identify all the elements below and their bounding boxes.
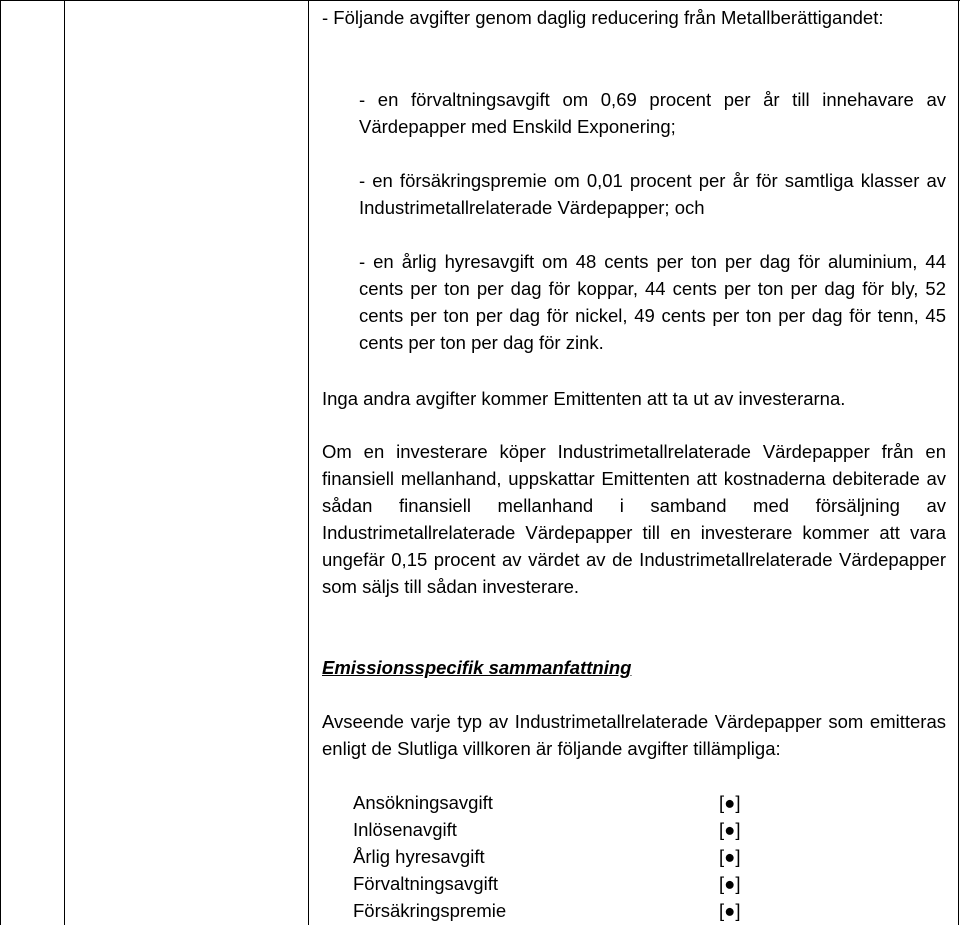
issue-paragraph: Avseende varje typ av Industrimetallrelaterade Värdepapper som emitteras enligt de Slutliga villkoren är följande avgifter tillämpliga: [322,711,946,759]
bullet-insurance-premium: - en försäkringspremie om 0,01 procent per år för samtliga klasser av Industrimetallrelaterade Värdepapper; och [359,170,946,218]
fee-value: [●] [719,792,741,813]
fee-row [353,870,773,897]
fee-row [353,816,773,843]
no-other-fees-text: Inga andra avgifter kommer Emittenten att ta ut av investerarna. [322,388,846,409]
fee-name: Ansökningsavgift [353,792,493,813]
fee-name: Inlösenavgift [353,819,457,840]
section-heading: Emissionsspecifik sammanfattning [322,657,632,678]
table-top-border [0,0,960,1]
fee-name: Förvaltningsavgift [353,873,498,894]
table-column-divider-2 [308,0,309,925]
fee-name: Årlig hyresavgift [353,846,485,867]
fee-row [353,897,773,924]
table-border-left [0,0,1,925]
fee-row [353,789,773,816]
bullet-rental-fee: - en årlig hyresavgift om 48 cents per ton per dag för aluminium, 44 cents per ton per dag för koppar, 44 cents per ton per dag för bly, 52 cents per ton per dag för nickel, 49 cents per ton per dag för tenn, 45 cents per ton per dag för zink. [359,251,946,353]
table-column-divider-1 [64,0,65,925]
fee-value: [●] [719,900,741,921]
intermediary-paragraph: Om en investerare köper Industrimetallrelaterade Värdepapper från en finansiell mellanhand, uppskattar Emittenten att kostnaderna debiterade av sådan finansiell mellanhand i samband med försäljning av Industrimetallrelaterade Värdepapper till en investerare kommer att vara ungefär 0,15 procent av värdet av de Industrimetallrelaterade Värdepapper som säljs till sådan investerare. [322,441,946,597]
table-border-right [958,0,959,925]
fee-row [353,843,773,870]
fee-value: [●] [719,819,741,840]
bullet-intro: - Följande avgifter genom daglig reducering från Metallberättigandet: [322,7,884,28]
bullet-management-fee: - en förvaltningsavgift om 0,69 procent per år till innehavare av Värdepapper med Enskild Exponering; [359,89,946,137]
fee-name: Försäkringspremie [353,900,507,921]
fee-value: [●] [719,846,741,867]
fee-value: [●] [719,873,741,894]
